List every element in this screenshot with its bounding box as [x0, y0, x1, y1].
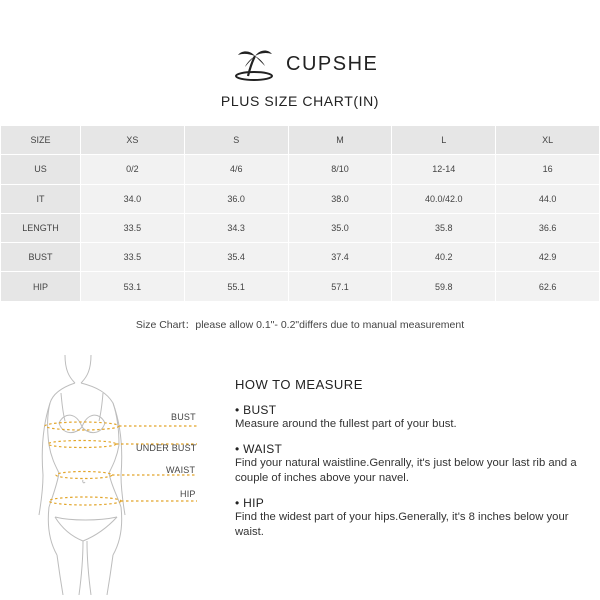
table-cell: 33.5: [81, 243, 185, 272]
table-cell: 34.3: [184, 213, 288, 242]
table-row: [1, 184, 600, 213]
table-header-row: [1, 126, 600, 155]
size-table: [0, 125, 600, 302]
header-cell: XL: [496, 126, 600, 155]
label-waist: WAIST: [166, 465, 196, 475]
table-cell: 62.6: [496, 272, 600, 301]
table-cell: 53.1: [81, 272, 185, 301]
waist-loop: [56, 472, 112, 479]
how-to-heading: HOW TO MEASURE: [235, 377, 363, 392]
table-row: [1, 155, 600, 184]
table-row: [1, 272, 600, 301]
hip-instruction-text: Find the widest part of your hips.Generally, it's 8 inches below your waist.: [235, 511, 569, 538]
under-bust-loop: [48, 441, 116, 448]
table-cell: 4/6: [184, 155, 288, 184]
table-cell: 37.4: [288, 243, 392, 272]
label-under-bust: UNDER BUST: [136, 443, 197, 453]
table-cell: 34.0: [81, 184, 185, 213]
table-cell: 57.1: [288, 272, 392, 301]
waist-instruction: [235, 442, 580, 486]
header-cell: SIZE: [1, 126, 81, 155]
table-cell: 35.4: [184, 243, 288, 272]
brand-logo: [230, 44, 378, 84]
table-cell: 35.0: [288, 213, 392, 242]
hip-loop: [49, 497, 121, 505]
table-cell: 59.8: [392, 272, 496, 301]
table-cell: 36.6: [496, 213, 600, 242]
hip-instruction: [235, 496, 580, 540]
bust-instruction: [235, 403, 580, 432]
chart-title: PLUS SIZE CHART(IN): [220, 93, 380, 109]
header-cell: L: [392, 126, 496, 155]
hip-instruction-title: • HIP: [235, 496, 265, 510]
table-cell: 36.0: [184, 184, 288, 213]
brand-name: CUPSHE: [286, 52, 379, 75]
bust-instruction-title: • BUST: [235, 403, 277, 417]
header-cell: XS: [81, 126, 185, 155]
size-note: Size Chart：please allow 0.1"- 0.2"differs due to manual measurement: [135, 319, 465, 331]
row-label-cell: BUST: [1, 243, 81, 272]
table-cell: 38.0: [288, 184, 392, 213]
table-row: [1, 243, 600, 272]
table-cell: 35.8: [392, 213, 496, 242]
table-cell: 42.9: [496, 243, 600, 272]
how-to-measure: [235, 377, 580, 550]
table-cell: 8/10: [288, 155, 392, 184]
table-cell: 55.1: [184, 272, 288, 301]
header-cell: S: [184, 126, 288, 155]
waist-instruction-title: • WAIST: [235, 442, 283, 456]
table-row: [1, 213, 600, 242]
table-cell: 40.2: [392, 243, 496, 272]
body-figure: [35, 345, 205, 595]
header-cell: M: [288, 126, 392, 155]
table-cell: 33.5: [81, 213, 185, 242]
row-label-cell: LENGTH: [1, 213, 81, 242]
measure-lines: [45, 422, 197, 505]
table-cell: 40.0/42.0: [392, 184, 496, 213]
table-cell: 44.0: [496, 184, 600, 213]
label-hip: HIP: [180, 489, 196, 499]
row-label-cell: IT: [1, 184, 81, 213]
waist-instruction-text: Find your natural waistline.Genrally, it's just below your last rib and a couple of inches above your navel.: [235, 457, 577, 484]
label-bust: BUST: [171, 412, 196, 422]
table-cell: 16: [496, 155, 600, 184]
bust-instruction-text: Measure around the fullest part of your bust.: [235, 418, 457, 430]
table-cell: 0/2: [81, 155, 185, 184]
row-label-cell: HIP: [1, 272, 81, 301]
table-cell: 12-14: [392, 155, 496, 184]
palm-tree-icon: [230, 46, 278, 82]
row-label-cell: US: [1, 155, 81, 184]
